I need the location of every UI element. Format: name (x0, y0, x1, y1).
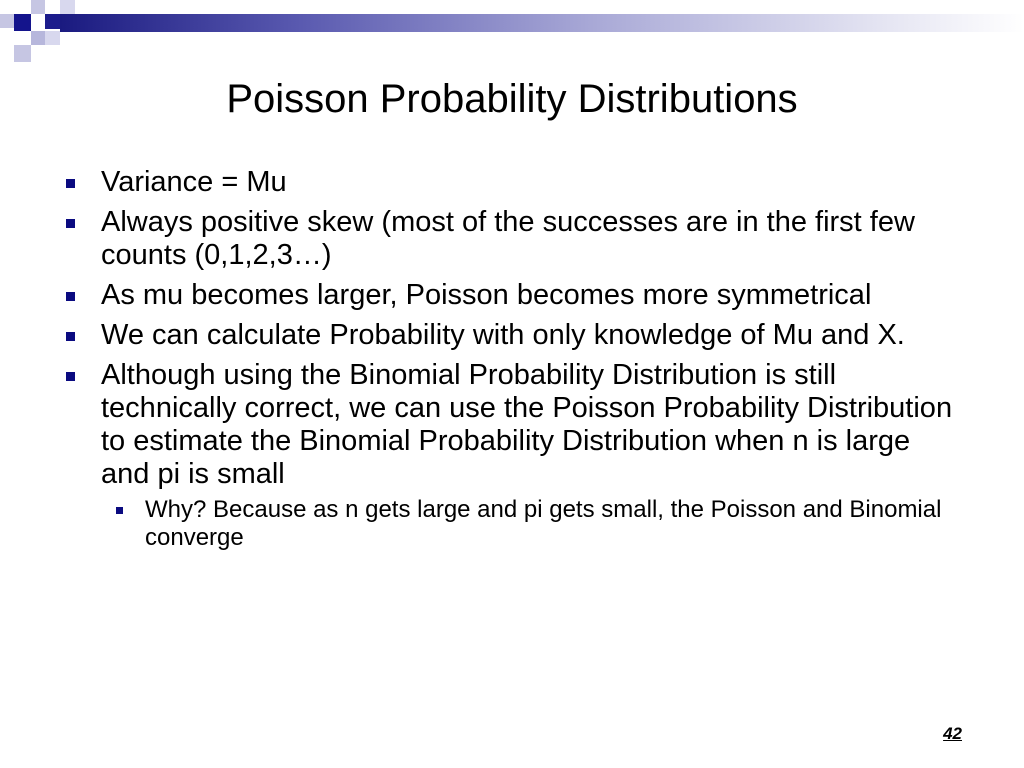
page-number: 42 (943, 724, 962, 743)
bullet-text: Although using the Binomial Probability Distribution is still technically correct, we can use the Poisson Probability Distribution to estimate the Binomial Probability Distribution when n is large and pi is small (101, 359, 953, 490)
subbullet-list (101, 496, 960, 552)
square-bullet-icon (66, 292, 75, 301)
bullet-item (60, 359, 960, 552)
square-bullet-icon (66, 219, 75, 228)
bullet-text: We can calculate Probability with only knowledge of Mu and X. (101, 319, 905, 351)
decor-square (14, 14, 31, 31)
slide-title: Poisson Probability Distributions (226, 77, 798, 121)
decor-square (45, 14, 60, 29)
square-bullet-icon (66, 372, 75, 381)
bullet-item (60, 206, 960, 272)
decor-square (0, 14, 14, 28)
bullet-item (60, 319, 960, 352)
bullet-item (60, 166, 960, 199)
bullet-text: Variance = Mu (101, 166, 287, 198)
bullet-list (60, 166, 960, 559)
subbullet-text: Why? Because as n gets large and pi gets small, the Poisson and Binomial converge (145, 496, 942, 551)
decor-square (31, 0, 45, 14)
decor-square (31, 31, 45, 45)
square-bullet-icon (116, 507, 123, 514)
square-bullet-icon (66, 332, 75, 341)
square-bullet-icon (66, 179, 75, 188)
decor-square (14, 45, 31, 62)
decor-square (45, 31, 60, 45)
bullet-text: As mu becomes larger, Poisson becomes more symmetrical (101, 279, 872, 311)
bullet-text: Always positive skew (most of the successes are in the first few counts (0,1,2,3…) (101, 206, 915, 271)
header-gradient-bar (60, 14, 1024, 32)
bullet-item (60, 279, 960, 312)
decor-square (60, 0, 75, 14)
subbullet-item (101, 496, 960, 552)
